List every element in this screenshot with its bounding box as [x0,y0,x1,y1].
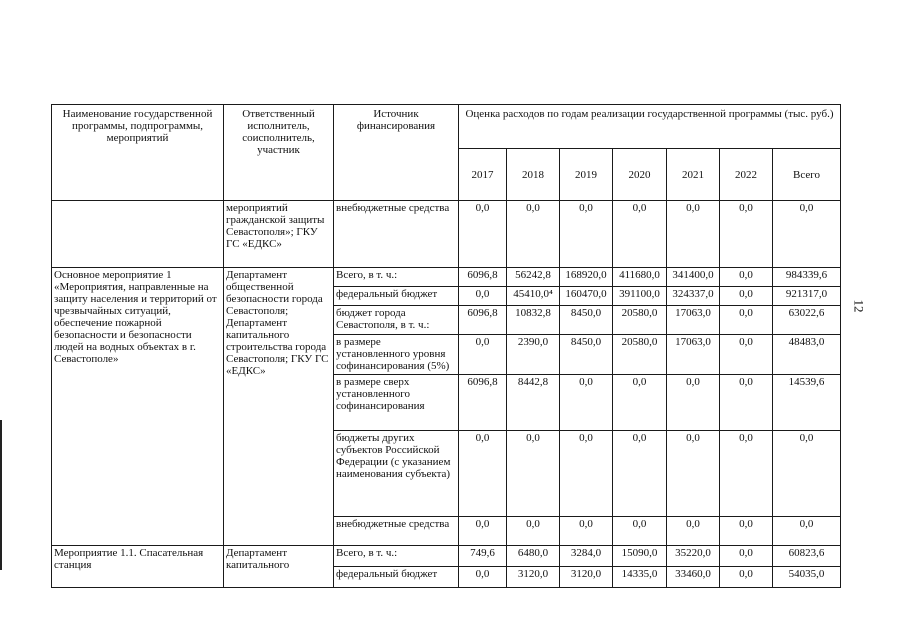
value-cell: 0,0 [667,431,720,517]
value-cell: 3120,0 [507,567,560,588]
measure-name-cell: Мероприятие 1.1. Спасательная станция [52,546,224,588]
value-cell: 0,0 [507,201,560,268]
table-row [52,201,841,268]
value-cell: 0,0 [720,201,773,268]
year-header: 2018 [507,149,560,201]
value-cell: 0,0 [720,546,773,567]
total-value-cell: 63022,6 [773,306,841,335]
value-cell: 0,0 [459,517,507,546]
header-row [52,105,841,149]
value-cell: 6096,8 [459,268,507,287]
value-cell: 0,0 [459,287,507,306]
value-cell: 17063,0 [667,306,720,335]
year-header: 2017 [459,149,507,201]
value-cell: 45410,0⁴ [507,287,560,306]
funding-source-cell: бюджет города Севастополя, в т. ч.: [334,306,459,335]
header-responsible-cell: Ответственный исполнитель, соисполнитель, участник [224,105,334,201]
measure-name-cell: Основное мероприятие 1 «Мероприятия, направленные на защиту населения и территорий от чрезвычайных ситуаций, обеспечение пожарной безопасности и безопасности людей на водных объектах в г. Севастополе» [52,268,224,546]
value-cell: 3120,0 [560,567,613,588]
value-cell: 0,0 [720,375,773,431]
value-cell: 0,0 [507,431,560,517]
value-cell: 2390,0 [507,335,560,375]
scan-edge-mark [0,420,2,570]
funding-source-cell: в размере сверх установленного софинансирования [334,375,459,431]
total-value-cell: 0,0 [773,431,841,517]
funding-source-cell: федеральный бюджет [334,567,459,588]
value-cell: 8450,0 [560,335,613,375]
value-cell: 0,0 [613,375,667,431]
value-cell: 14335,0 [613,567,667,588]
value-cell: 0,0 [720,306,773,335]
value-cell: 0,0 [720,517,773,546]
value-cell: 10832,8 [507,306,560,335]
total-value-cell: 54035,0 [773,567,841,588]
funding-source-cell: федеральный бюджет [334,287,459,306]
page-number: 12 [851,299,867,313]
value-cell: 0,0 [667,517,720,546]
value-cell: 6480,0 [507,546,560,567]
value-cell: 749,6 [459,546,507,567]
year-header: 2020 [613,149,667,201]
total-value-cell: 921317,0 [773,287,841,306]
value-cell: 8442,8 [507,375,560,431]
responsible-cell: Департамент капитального [224,546,334,588]
value-cell: 0,0 [667,375,720,431]
value-cell: 0,0 [560,375,613,431]
value-cell: 341400,0 [667,268,720,287]
value-cell: 0,0 [613,431,667,517]
total-value-cell: 48483,0 [773,335,841,375]
value-cell: 411680,0 [613,268,667,287]
value-cell: 15090,0 [613,546,667,567]
value-cell: 8450,0 [560,306,613,335]
value-cell: 168920,0 [560,268,613,287]
budget-table [51,104,841,588]
value-cell: 0,0 [720,431,773,517]
measure-name-cell [52,201,224,268]
value-cell: 0,0 [560,201,613,268]
value-cell: 0,0 [613,517,667,546]
header-name-cell: Наименование государственной программы, подпрограммы, мероприятий [52,105,224,201]
value-cell: 6096,8 [459,306,507,335]
value-cell: 6096,8 [459,375,507,431]
value-cell: 0,0 [560,517,613,546]
total-value-cell: 14539,6 [773,375,841,431]
year-header: 2021 [667,149,720,201]
value-cell: 0,0 [459,567,507,588]
value-cell: 160470,0 [560,287,613,306]
table-row [52,268,841,287]
total-header: Всего [773,149,841,201]
value-cell: 20580,0 [613,335,667,375]
value-cell: 0,0 [459,335,507,375]
value-cell: 0,0 [613,201,667,268]
total-value-cell: 0,0 [773,517,841,546]
value-cell: 391100,0 [613,287,667,306]
total-value-cell: 0,0 [773,201,841,268]
value-cell: 0,0 [667,201,720,268]
value-cell: 0,0 [560,431,613,517]
value-cell: 33460,0 [667,567,720,588]
header-estimate-cell: Оценка расходов по годам реализации государственной программы (тыс. руб.) [459,105,841,149]
value-cell: 0,0 [459,201,507,268]
header-source-cell: Источник финансирования [334,105,459,201]
responsible-cell: Департамент общественной безопасности города Севастополя; Департамент капитального строительства города Севастополя; ГКУ ГС «ЕДКС» [224,268,334,546]
total-value-cell: 984339,6 [773,268,841,287]
value-cell: 3284,0 [560,546,613,567]
total-value-cell: 60823,6 [773,546,841,567]
value-cell: 324337,0 [667,287,720,306]
value-cell: 0,0 [720,287,773,306]
responsible-cell: мероприятий гражданской защиты Севастополя»; ГКУ ГС «ЕДКС» [224,201,334,268]
value-cell: 0,0 [507,517,560,546]
year-header: 2022 [720,149,773,201]
funding-source-cell: в размере установленного уровня софинансирования (5%) [334,335,459,375]
funding-source-cell: Всего, в т. ч.: [334,268,459,287]
funding-source-cell: внебюджетные средства [334,517,459,546]
value-cell: 0,0 [459,431,507,517]
value-cell: 56242,8 [507,268,560,287]
value-cell: 17063,0 [667,335,720,375]
value-cell: 0,0 [720,268,773,287]
funding-source-cell: Всего, в т. ч.: [334,546,459,567]
funding-source-cell: бюджеты других субъектов Российской Федерации (с указанием наименования субъекта) [334,431,459,517]
value-cell: 20580,0 [613,306,667,335]
value-cell: 35220,0 [667,546,720,567]
value-cell: 0,0 [720,567,773,588]
value-cell: 0,0 [720,335,773,375]
table-row [52,546,841,567]
funding-source-cell: внебюджетные средства [334,201,459,268]
year-header: 2019 [560,149,613,201]
